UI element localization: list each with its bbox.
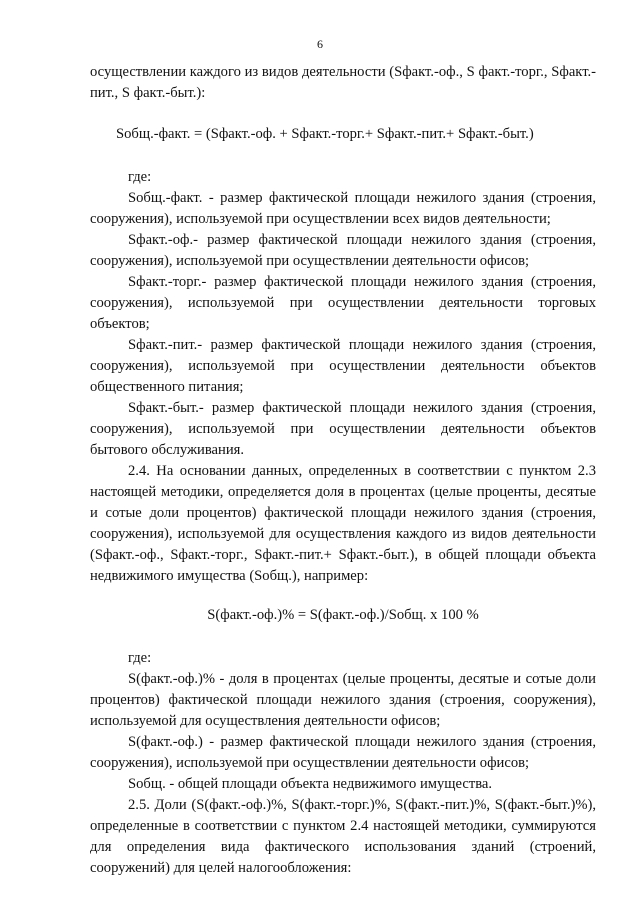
page-number: 6 [317, 37, 323, 51]
formula-office-share: S(факт.-оф.)% = S(факт.-оф.)/Sобщ. х 100 % [207, 607, 479, 623]
where-label: где: [128, 169, 152, 185]
document-body [90, 62, 596, 879]
definition-consumer-services: Sфакт.-быт.- размер фактической площади нежилого здания (строения, сооружения), используемой при осуществлении деятельности объектов бытового обслуживания. [90, 400, 596, 458]
paragraph-continuation: осуществлении каждого из видов деятельности (Sфакт.-оф., S факт.-торг., Sфакт.-пит., S факт.-быт.): [90, 64, 596, 101]
where-label: где: [128, 650, 152, 666]
definition-total-actual: Sобщ.-факт. - размер фактической площади нежилого здания (строения, сооружения), используемой при осуществлении всех видов деятельности; [90, 190, 596, 227]
definition-office: Sфакт.-оф.- размер фактической площади нежилого здания (строения, сооружения), используемой при осуществлении деятельности офисов; [90, 232, 596, 269]
section-2-5: 2.5. Доли (S(факт.-оф.)%, S(факт.-торг.)%, S(факт.-пит.)%, S(факт.-быт.)%), определенные в соответствии с пунктом 2.4 настоящей методики, суммируются для определения вида фактического использования зданий (строений, сооружений) для целей налогообложения: [90, 797, 596, 876]
definition-catering: Sфакт.-пит.- размер фактической площади нежилого здания (строения, сооружения), используемой при осуществлении деятельности объектов общественного питания; [90, 337, 596, 395]
definition-trade: Sфакт.-торг.- размер фактической площади нежилого здания (строения, сооружения), используемой при осуществлении деятельности торговых объектов; [90, 274, 596, 332]
definition-office-share: S(факт.-оф.)% - доля в процентах (целые проценты, десятые и сотые доли процентов) фактической площади нежилого здания (строения, сооружения), используемой для осуществления деятельности офисов; [90, 671, 596, 729]
section-2-4: 2.4. На основании данных, определенных в соответствии с пунктом 2.3 настоящей методики, определяется доля в процентах (целые проценты, десятые и сотые доли процентов) фактической площади нежилого здания (строения, сооружения), используемой для осуществления каждого из видов деятельности (Sфакт.-оф., Sфакт.-торг., Sфакт.-пит.+ Sфакт.-быт.), в общей площади объекта недвижимого имущества (Sобщ.), например: [90, 463, 596, 584]
formula-total-actual-area: Sобщ.-факт. = (Sфакт.-оф. + Sфакт.-торг.+ Sфакт.-пит.+ Sфакт.-быт.) [116, 126, 534, 142]
definition-total-area: Sобщ. - общей площади объекта недвижимого имущества. [128, 776, 493, 792]
definition-office-area: S(факт.-оф.) - размер фактической площади нежилого здания (строения, сооружения), используемой при осуществлении деятельности офисов; [90, 734, 596, 771]
